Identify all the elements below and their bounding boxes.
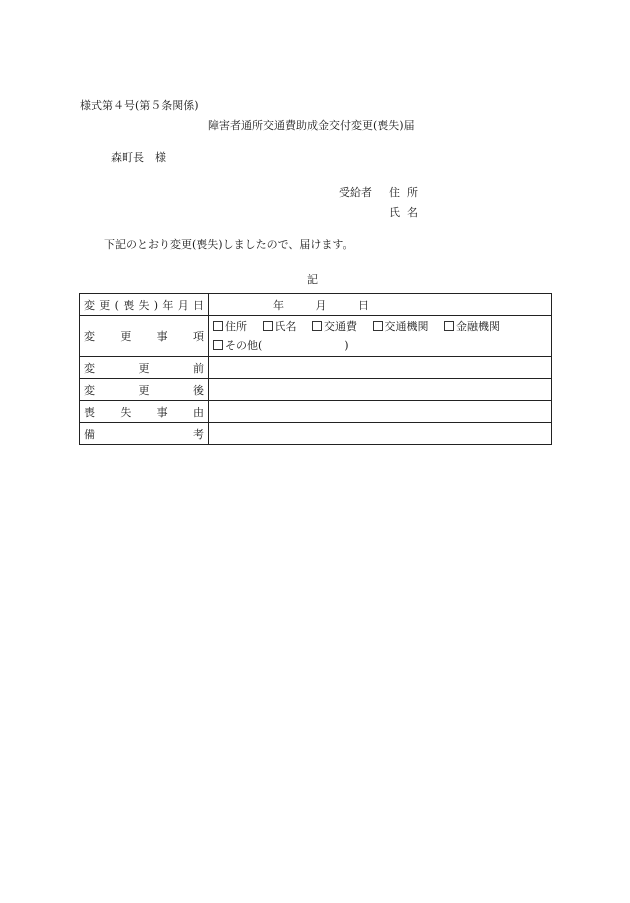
address-label: 住所 [389, 186, 425, 199]
table-row [80, 357, 552, 379]
ki-heading: 記 [307, 273, 318, 286]
year-unit: 年 [273, 298, 284, 312]
table-row [80, 294, 552, 316]
checkbox-option[interactable] [373, 317, 429, 336]
day-unit: 日 [358, 298, 369, 312]
month-unit: 月 [315, 298, 327, 312]
change-form-table [79, 293, 552, 445]
remarks-label: 備考 [80, 423, 209, 445]
checkbox-square[interactable] [263, 321, 273, 331]
table-row [80, 423, 552, 445]
change-date-label: 変更(喪失)年月日 [80, 294, 209, 316]
table-row [80, 316, 552, 357]
other-option-label: その他( [225, 339, 263, 352]
checkbox-square[interactable] [213, 321, 223, 331]
checkbox-square[interactable] [213, 340, 223, 350]
table-row [80, 401, 552, 423]
change-date-field[interactable] [209, 294, 552, 316]
after-change-field[interactable] [209, 379, 552, 401]
other-option-line [213, 336, 547, 355]
loss-reason-field[interactable] [209, 401, 552, 423]
change-items-field [209, 316, 552, 357]
table-row [80, 379, 552, 401]
after-change-label: 変更後 [80, 379, 209, 401]
checkbox-option[interactable] [312, 317, 357, 336]
remarks-field[interactable] [209, 423, 552, 445]
option-label: 金融機関 [456, 320, 500, 333]
change-options-line [213, 317, 547, 336]
checkbox-square[interactable] [312, 321, 322, 331]
before-change-label: 変更前 [80, 357, 209, 379]
before-change-field[interactable] [209, 357, 552, 379]
document-title: 障害者通所交通費助成金交付変更(喪失)届 [208, 119, 415, 132]
checkbox-option[interactable] [263, 317, 297, 336]
loss-reason-label: 喪失事由 [80, 401, 209, 423]
intro-text: 下記のとおり変更(喪失)しましたので、届けます。 [104, 238, 354, 251]
addressee: 森町長 様 [111, 151, 166, 164]
option-label: 交通費 [324, 320, 357, 333]
other-option-close: ) [344, 339, 349, 352]
change-items-label: 変更事項 [80, 316, 209, 357]
checkbox-option[interactable] [444, 317, 500, 336]
checkbox-square[interactable] [444, 321, 454, 331]
recipient-label: 受給者 [339, 186, 372, 199]
name-label: 氏名 [389, 206, 425, 219]
checkbox-square[interactable] [373, 321, 383, 331]
option-label: 氏名 [274, 320, 297, 333]
option-label: 住所 [225, 320, 247, 333]
checkbox-option[interactable] [213, 317, 247, 336]
option-label: 交通機関 [384, 320, 429, 333]
form-number: 様式第４号(第５条関係) [80, 99, 199, 112]
